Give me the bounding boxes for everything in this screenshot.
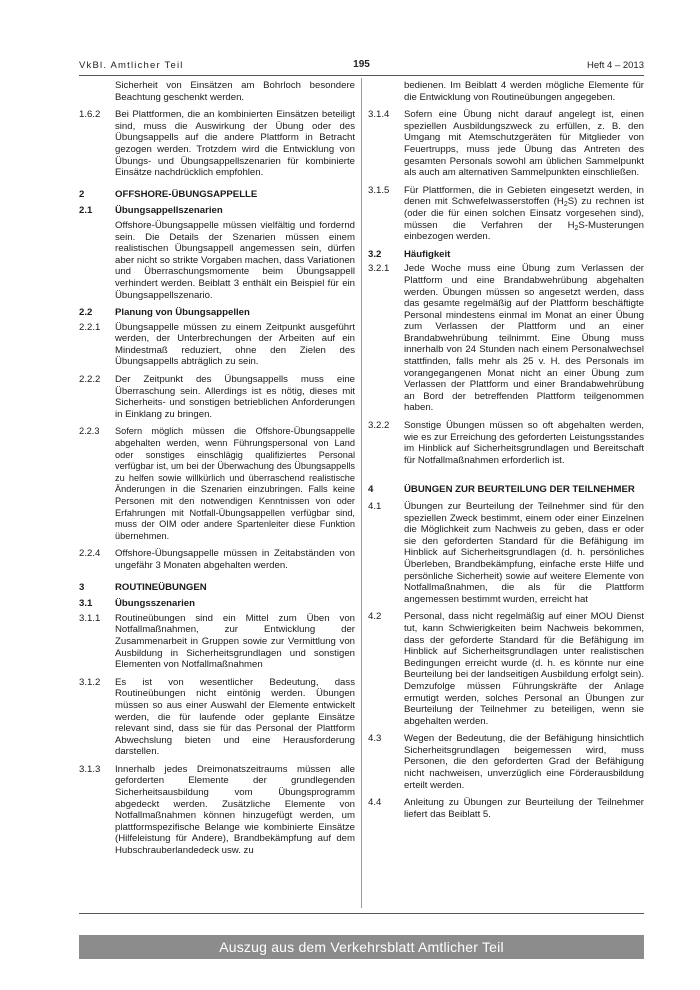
section-4-4 bbox=[368, 797, 644, 820]
heading-text: Planung von Übungsappellen bbox=[115, 307, 250, 319]
heading-text: Häufigkeit bbox=[404, 248, 451, 260]
section-number: 3.1 bbox=[79, 598, 93, 610]
section-number: 2.2.4 bbox=[79, 548, 101, 560]
column-divider bbox=[361, 78, 362, 908]
section-number: 4.1 bbox=[368, 501, 382, 512]
issue-label: Heft 4 – 2013 bbox=[586, 60, 644, 71]
paragraph-text: Anleitung zu Übungen zur Beurteilung der Teilnehmer liefert das Beiblatt 5. bbox=[404, 797, 644, 820]
section-4-1 bbox=[368, 501, 644, 605]
section-2-1-text bbox=[79, 220, 355, 301]
section-number: 4.2 bbox=[368, 611, 382, 623]
section-number: 2.2 bbox=[79, 307, 93, 319]
paragraph-text: Es ist von wesentlicher Bedeutung, dass Routineübungen nicht eintönig werden. Übungen müssen so aus einer Auswahl der Elemente entwickelt werden, die für laufende oder geplante Einsätze relevant sind, dass sie für das Personal der Plattform Abwechslung bieten und eine Herausforderung darstellen. bbox=[115, 676, 355, 758]
section-3-1-2 bbox=[79, 677, 355, 758]
section-number: 3.2 bbox=[368, 248, 382, 260]
section-2-2-2 bbox=[79, 374, 355, 420]
page-number: 195 bbox=[353, 59, 370, 70]
section-number: 2.2.2 bbox=[79, 374, 101, 386]
left-column bbox=[79, 80, 355, 863]
section-number: 2.1 bbox=[79, 205, 93, 217]
section-3-1-4 bbox=[368, 109, 644, 179]
section-number: 3.1.4 bbox=[368, 109, 390, 121]
section-2-2-1 bbox=[79, 322, 355, 368]
section-4-2 bbox=[368, 611, 644, 727]
paragraph-text: Sonstige Übungen müssen so oft abgehalten werden, wie es zur Erreichung des geforderten Leistungsstandes im Hinblick auf Sicherheitsgrundlagen und Bereitschaft für Notfallmaßnahmen erforderlich ist. bbox=[404, 420, 644, 466]
paragraph-text: Sicherheit von Einsätzen am Bohrloch besondere Beachtung geschenkt werden. bbox=[115, 80, 355, 103]
paragraph-text: Übungen zur Beurteilung der Teilnehmer sind für den speziellen Zweck bestimmt, einem oder einer Einzelnen die Möglichkeit zum Nachweis zu geben, dass er oder sie den geforderten Standard für die Befähigung im Hinblick auf Sicherheitsgrundlagen (d. h. persönliches Überleben, Brandbekämpfung, einfache erste Hilfe und persönliche Sicherheit) sowie auf weitere Elemente von Notfallmaßnahmen, die als für die Plattform angemessen bestimmt wurden, erreicht hat bbox=[404, 501, 644, 605]
section-3-1-3 bbox=[79, 764, 355, 857]
section-number: 4 bbox=[368, 484, 374, 496]
paragraph-text: Sofern eine Übung nicht darauf angelegt ist, einen speziellen Ausbildungszweck zu erfüllen, z. B. den Umgang mit Atemschutzgeräten für Mitglieder von Feuertrupps, muss jede Übung das Antreten des gesamten Personals sowohl am üblichen Sammelpunkt als auch am alternativen Sammelpunkten einschließen. bbox=[404, 109, 644, 179]
footer-rule bbox=[79, 913, 644, 914]
section-2-2-4 bbox=[79, 548, 355, 571]
heading-text: ROUTINEÜBUNGEN bbox=[115, 581, 207, 593]
paragraph-text: Der Zeitpunkt des Übungsappells muss eine Überraschung sein. Allerdings ist es nötig, dieses mit Sicherheits- und sonstigen betrieblichen Anforderungen in Einklang zu bringen. bbox=[115, 374, 355, 420]
page-header bbox=[79, 58, 644, 74]
paragraph-text: Innerhalb jedes Dreimonatszeitraums müssen alle geforderten Elemente der grundlegenden Sicherheitsausbildung vom Übungsprogramm abgedeckt werden. Zusätzliche Elemente von Notfallmaßnahmen können hinzugefügt werden, um plattformspezifische Belange wie kombinierte Einsätze (Hilfeleistung für Andere), Brandbekämpfung auf dem Hubschrauberlandedeck usw. zu bbox=[115, 763, 355, 857]
heading-text: ÜBUNGEN ZUR BEURTEILUNG DER TEILNEHMER bbox=[404, 484, 635, 496]
section-number: 3.2.1 bbox=[368, 263, 390, 275]
text-fragment: S) zu rechnen ist (oder die für einen solchen Einsatz vorgesehen sind), müssen die Verfahren der H bbox=[404, 196, 644, 231]
heading-3 bbox=[79, 582, 355, 594]
paragraph-text: Offshore-Übungsappelle müssen vielfältig und fordernd sein. Die Details der Szenarien müssen einem realistischen Übungsappell angemessen sein, dürfen aber nicht so strikte Vorgaben machen, dass Variationen und Überraschungsmomente beim Übungsappell verhindert werden. Beiblatt 3 enthält ein Beispiel für ein Übungsappellszenario. bbox=[115, 219, 355, 301]
section-number: 4.3 bbox=[368, 733, 382, 745]
section-number: 3.1.2 bbox=[79, 676, 101, 688]
heading-4 bbox=[368, 484, 644, 496]
heading-text: Übungsappellszenarien bbox=[115, 205, 223, 217]
heading-2 bbox=[79, 189, 355, 201]
paragraph-text: Übungsappelle müssen zu einem Zeitpunkt ausgeführt werden, der Unterbrechungen der Arbeiten auf ein Mindestmaß reduziert, ohne den Zielen des Übungsappells abträglich zu sein. bbox=[115, 321, 355, 368]
section-3-1-1 bbox=[79, 613, 355, 671]
journal-title: VkBl. Amtlicher Teil bbox=[79, 60, 184, 71]
section-1-6-2 bbox=[79, 109, 355, 179]
paragraph-text: Wegen der Bedeutung, die der Befähigung hinsichtlich Sicherheitsgrundlagen beigemessen wird, muss Personen, die den geforderten Grad der Befähigung nicht nachweisen, unverzüglich eine Förderausbildung erteilt werden. bbox=[404, 733, 644, 791]
paragraph-text: Personal, dass nicht regelmäßig auf einer MOU Dienst tut, kann Schwierigkeiten beim Nachweis bekommen, dass der geforderte Standard für die Befähigung im Hinblick auf Sicherheitsgrundlagen unter realistischen Bedingungen erreicht wurde (d. h. es könnte nur eine Beurteilung bei der landseitigen Ausbildung erfolgt sein). Demzufolge müssen Führungskräfte der Anlage ermutigt werden, solches Personal an Übungen zur Beurteilung der Teilnehmer zu beteiligen, wenn sie abgehalten werden. bbox=[404, 611, 644, 727]
heading-text: OFFSHORE-ÜBUNGSAPPELLE bbox=[115, 188, 258, 200]
section-number: 2.2.3 bbox=[79, 426, 100, 437]
text-fragment: Für Plattformen, die in Gebieten eingesetzt werden, in denen mit Schwefelwasserstoffen (H bbox=[404, 184, 644, 208]
text-fragment: S-Musterungen einbezogen werden. bbox=[404, 219, 644, 243]
subscript: 2 bbox=[574, 224, 579, 232]
heading-3-1 bbox=[79, 598, 355, 610]
section-3-1-5 bbox=[368, 185, 644, 243]
section-3-2-1 bbox=[368, 263, 644, 414]
section-2-2-3 bbox=[79, 426, 355, 542]
paragraph-text: Routineübungen sind ein Mittel zum Üben von Notfallmaßnahmen, zur Entwicklung der Zusammenarbeit in Gruppen sowie zur Vermittlung von Ausbildung in Sicherheitsgrundlagen und sonstigen Elementen von Notfallmaßnahmen bbox=[115, 612, 355, 671]
section-number: 2.2.1 bbox=[79, 321, 101, 333]
heading-2-2 bbox=[79, 307, 355, 319]
section-number: 4.4 bbox=[368, 797, 382, 809]
paragraph-text: Bei Plattformen, die an kombinierten Einsätzen beteiligt sind, muss die Auswirkung der Übung oder des Übungsappells auf die andere Plattform in Betracht gezogen werden. Trotzdem wird die Entwicklung von Übungs- und Übungsappellszenarien für kombinierte Einsätze nachdrücklich empfohlen. bbox=[115, 109, 355, 179]
header-rule bbox=[79, 75, 644, 76]
paragraph-text bbox=[404, 185, 644, 242]
paragraph-text: Jede Woche muss eine Übung zum Verlassen der Plattform und eine Brandabwehrübung abgehalten werden. Übungen müssen so angesetzt werden, dass das gesamte regelmäßig auf der Plattform beschäftigte Personal mindestens einmal im Monat an einer Übung zum Verlassen der Plattform und an einer Brandabwehrübung teilnimmt. Eine Übung muss innerhalb von 24 Stunden nach einem Personalwechsel stattfinden, falls mehr als 25 v. H. des Personals im vorangegangenen Monat nicht an einer Übung zum Verlassen der Plattform und einer Brandabwehrübung an Bord der betreffenden Plattform teilgenommen haben. bbox=[404, 263, 644, 414]
section-number: 3 bbox=[79, 581, 85, 593]
heading-text: Übungsszenarien bbox=[115, 598, 195, 610]
paragraph-text: bedienen. Im Beiblatt 4 werden mögliche Elemente für die Entwicklung von Routineübungen angegeben. bbox=[404, 80, 644, 103]
heading-2-1 bbox=[79, 205, 355, 217]
spacer bbox=[368, 472, 644, 484]
paragraph-continuation bbox=[368, 80, 644, 103]
subscript: 2 bbox=[563, 201, 568, 209]
section-number: 3.1.5 bbox=[368, 184, 390, 196]
section-4-3 bbox=[368, 733, 644, 791]
section-number: 1.6.2 bbox=[79, 109, 101, 121]
section-number: 3.1.3 bbox=[79, 763, 101, 775]
section-number: 3.2.2 bbox=[368, 420, 390, 432]
heading-3-2 bbox=[368, 249, 644, 261]
paragraph-text: Offshore-Übungsappelle müssen in Zeitabständen von ungefähr 3 Monaten abgehalten werden. bbox=[115, 548, 355, 571]
section-3-2-2 bbox=[368, 420, 644, 466]
right-column bbox=[368, 80, 644, 826]
footer-banner: Auszug aus dem Verkehrsblatt Amtlicher Teil bbox=[79, 935, 644, 959]
paragraph-text: Sofern möglich müssen die Offshore-Übungsappelle abgehalten werden, wenn Führungspersonal von Land oder sonstiges einschlägig qualifiziertes Personal verfügbar ist, um bei der Überwachung des Übungsappells zu helfen sowie willkürlich und überraschend realistische Änderungen in die Szenarien einzubringen. Falls keine Personen mit den notwendigen Kenntnissen von oder Erfahrungen mit Notfall-Übungsappellen verfügbar sind, muss der OIM oder andere Spartenleiter diese Funktion übernehmen. bbox=[115, 426, 355, 541]
section-number: 2 bbox=[79, 188, 85, 200]
paragraph-continuation bbox=[79, 80, 355, 103]
section-number: 3.1.1 bbox=[79, 612, 101, 624]
